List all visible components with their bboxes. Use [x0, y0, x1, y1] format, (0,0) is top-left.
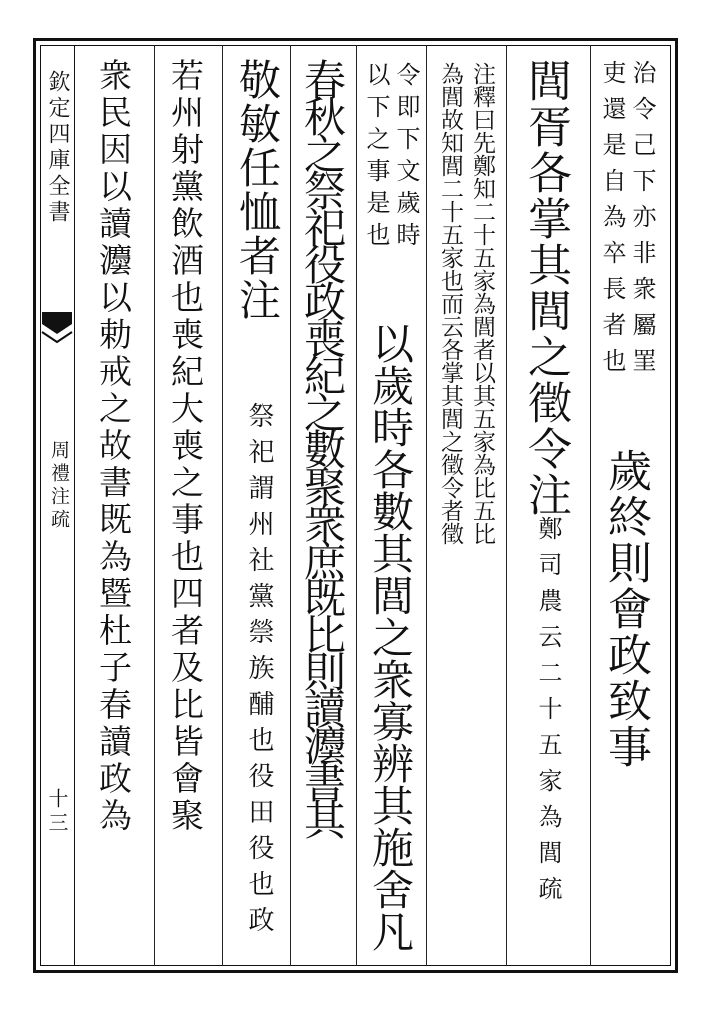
main-text-column: 閭胥各掌其閭之徵令注 [520, 58, 571, 518]
column-rule [506, 45, 507, 966]
margin-series-title: 欽定四庫全書 [45, 70, 70, 226]
annotation-line: 令即下文歲時 [392, 62, 420, 254]
fishtail-ornament [41, 310, 73, 346]
column-rule [154, 45, 155, 966]
annotation-line: 以下之事是也 [362, 62, 390, 254]
commentary-column: 衆民因以讀灋以勅戒之故書既為暨杜子春讀政為 [94, 58, 133, 835]
column-rule [290, 45, 291, 966]
commentary-column: 若州射黨飲酒也喪紀大喪之事也四者及比皆會聚 [166, 58, 205, 835]
main-text-column: 以歲時各數其閭之衆寡辨其施舍凡 [366, 322, 415, 952]
annotation-line: 注釋曰先鄭知二十五家為閭者以其五家為比五比 [469, 62, 495, 545]
main-text-column: 歲終則會政致事 [600, 448, 651, 770]
main-text-column: 敬敏任恤者注 [233, 58, 282, 322]
annotation-line: 治令己下亦非衆屬罣 [628, 60, 656, 384]
margin-page-number: 十三 [45, 788, 69, 836]
column-rule [590, 45, 591, 966]
margin-book-title: 周禮注疏 [48, 440, 70, 532]
annotation-line: 鄭司農云二十五家為閭疏 [534, 516, 562, 912]
annotation-line: 祭祀謂州社黨禜族酺也役田役也政 [244, 402, 274, 942]
column-rule [222, 45, 223, 966]
margin-rule [74, 45, 75, 966]
annotation-line: 吏還是自為卒長者也 [598, 60, 626, 384]
column-rule [426, 45, 427, 966]
annotation-line: 為閭故知閭二十五家也而云各掌其閭之徵令者徵 [437, 62, 463, 545]
main-text-column: 春秋之祭祀役政喪紀之數聚衆庶既比則讀灋書其 [298, 58, 347, 835]
column-rule [356, 45, 357, 966]
